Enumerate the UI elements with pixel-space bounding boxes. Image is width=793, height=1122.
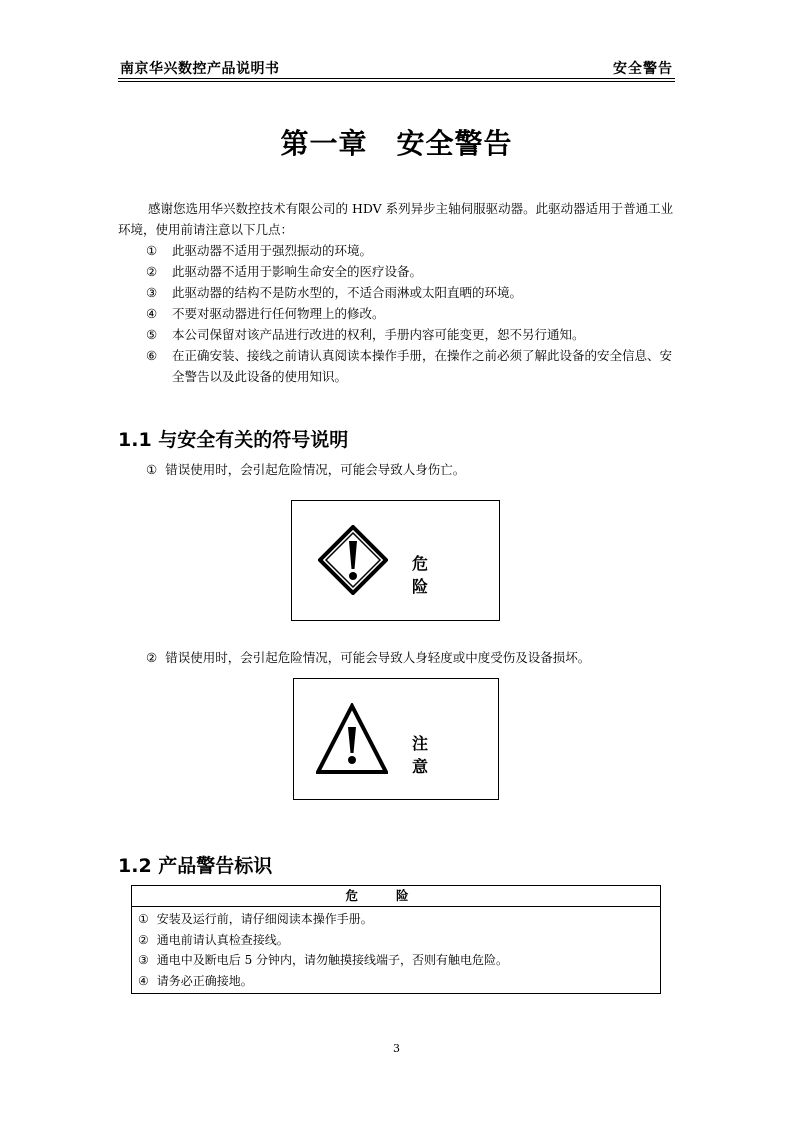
list-item: [146, 324, 676, 345]
table-row: [138, 909, 654, 930]
danger-label: 危险: [412, 554, 457, 596]
product-warning-table: [131, 885, 661, 994]
row-text: 通电前请认真检查接线。: [156, 932, 289, 947]
header-rule-thin: [118, 81, 675, 82]
list-item: [146, 261, 676, 282]
table-header: 危险: [132, 886, 660, 907]
row-number: ③: [138, 953, 149, 967]
item-number: ②: [146, 650, 158, 665]
page-number: 3: [393, 1042, 400, 1055]
header-doc-title: 南京华兴数控产品说明书: [120, 61, 280, 77]
item-text: 此驱动器不适用于强烈振动的环境。: [172, 243, 373, 258]
row-text: 请务必正确接地。: [156, 973, 253, 988]
notes-list: [146, 240, 676, 387]
item-text: 此驱动器不适用于影响生命安全的医疗设备。: [172, 264, 423, 279]
symbol-desc-caution: [146, 648, 590, 666]
table-body: [132, 907, 660, 993]
chapter-title: 第一章 安全警告: [280, 127, 513, 160]
list-item: [146, 240, 676, 261]
caution-sign: [293, 678, 499, 800]
item-number: ②: [146, 264, 158, 279]
list-item: [146, 282, 676, 303]
item-number: ⑤: [146, 327, 158, 342]
item-text: 本公司保留对该产品进行改进的权利，手册内容可能变更，恕不另行通知。: [172, 327, 585, 342]
item-text: 在正确安装、接线之前请认真阅读本操作手册，在操作之前必须了解此设备的安全信息、安全警告以及此设备的使用知识。: [172, 348, 673, 384]
header-rule: [118, 78, 675, 79]
caution-label: 注意: [412, 734, 457, 776]
item-number: ④: [146, 306, 158, 321]
row-text: 通电中及断电后 5 分钟内，请勿触摸接线端子，否则有触电危险。: [156, 953, 509, 967]
row-text: 安装及运行前，请仔细阅读本操作手册。: [156, 912, 373, 926]
symbol-desc-danger: [146, 460, 465, 478]
item-text: 此驱动器的结构不是防水型的，不适合雨淋或太阳直晒的环境。: [172, 285, 523, 300]
item-number: ①: [146, 462, 158, 477]
item-text: 错误使用时，会引起危险情况，可能会导致人身轻度或中度受伤及设备损坏。: [165, 650, 591, 665]
danger-sign: [291, 500, 500, 621]
table-row: [138, 971, 654, 992]
item-number: ⑥: [146, 348, 158, 363]
header-section-title: 安全警告: [613, 61, 673, 77]
section-heading-warning-labels: 1.2 产品警告标识: [118, 855, 273, 877]
danger-diamond-icon: [318, 525, 388, 595]
caution-triangle-icon: [316, 703, 388, 775]
list-item: [146, 303, 676, 324]
row-number: ④: [138, 973, 149, 988]
row-number: ②: [138, 932, 149, 947]
item-text: 错误使用时，会引起危险情况，可能会导致人身伤亡。: [165, 462, 466, 477]
row-number: ①: [138, 912, 149, 926]
intro-paragraph: 感谢您选用华兴数控技术有限公司的 HDV 系列异步主轴伺服驱动器。此驱动器适用于普通工业环境，使用前请注意以下几点：: [118, 201, 674, 237]
item-text: 不要对驱动器进行任何物理上的修改。: [172, 306, 385, 321]
item-number: ③: [146, 285, 158, 300]
list-item: [146, 345, 676, 387]
item-number: ①: [146, 243, 158, 258]
table-row: [138, 930, 654, 951]
table-row: [138, 950, 654, 971]
section-heading-symbols: 1.1 与安全有关的符号说明: [118, 429, 349, 451]
